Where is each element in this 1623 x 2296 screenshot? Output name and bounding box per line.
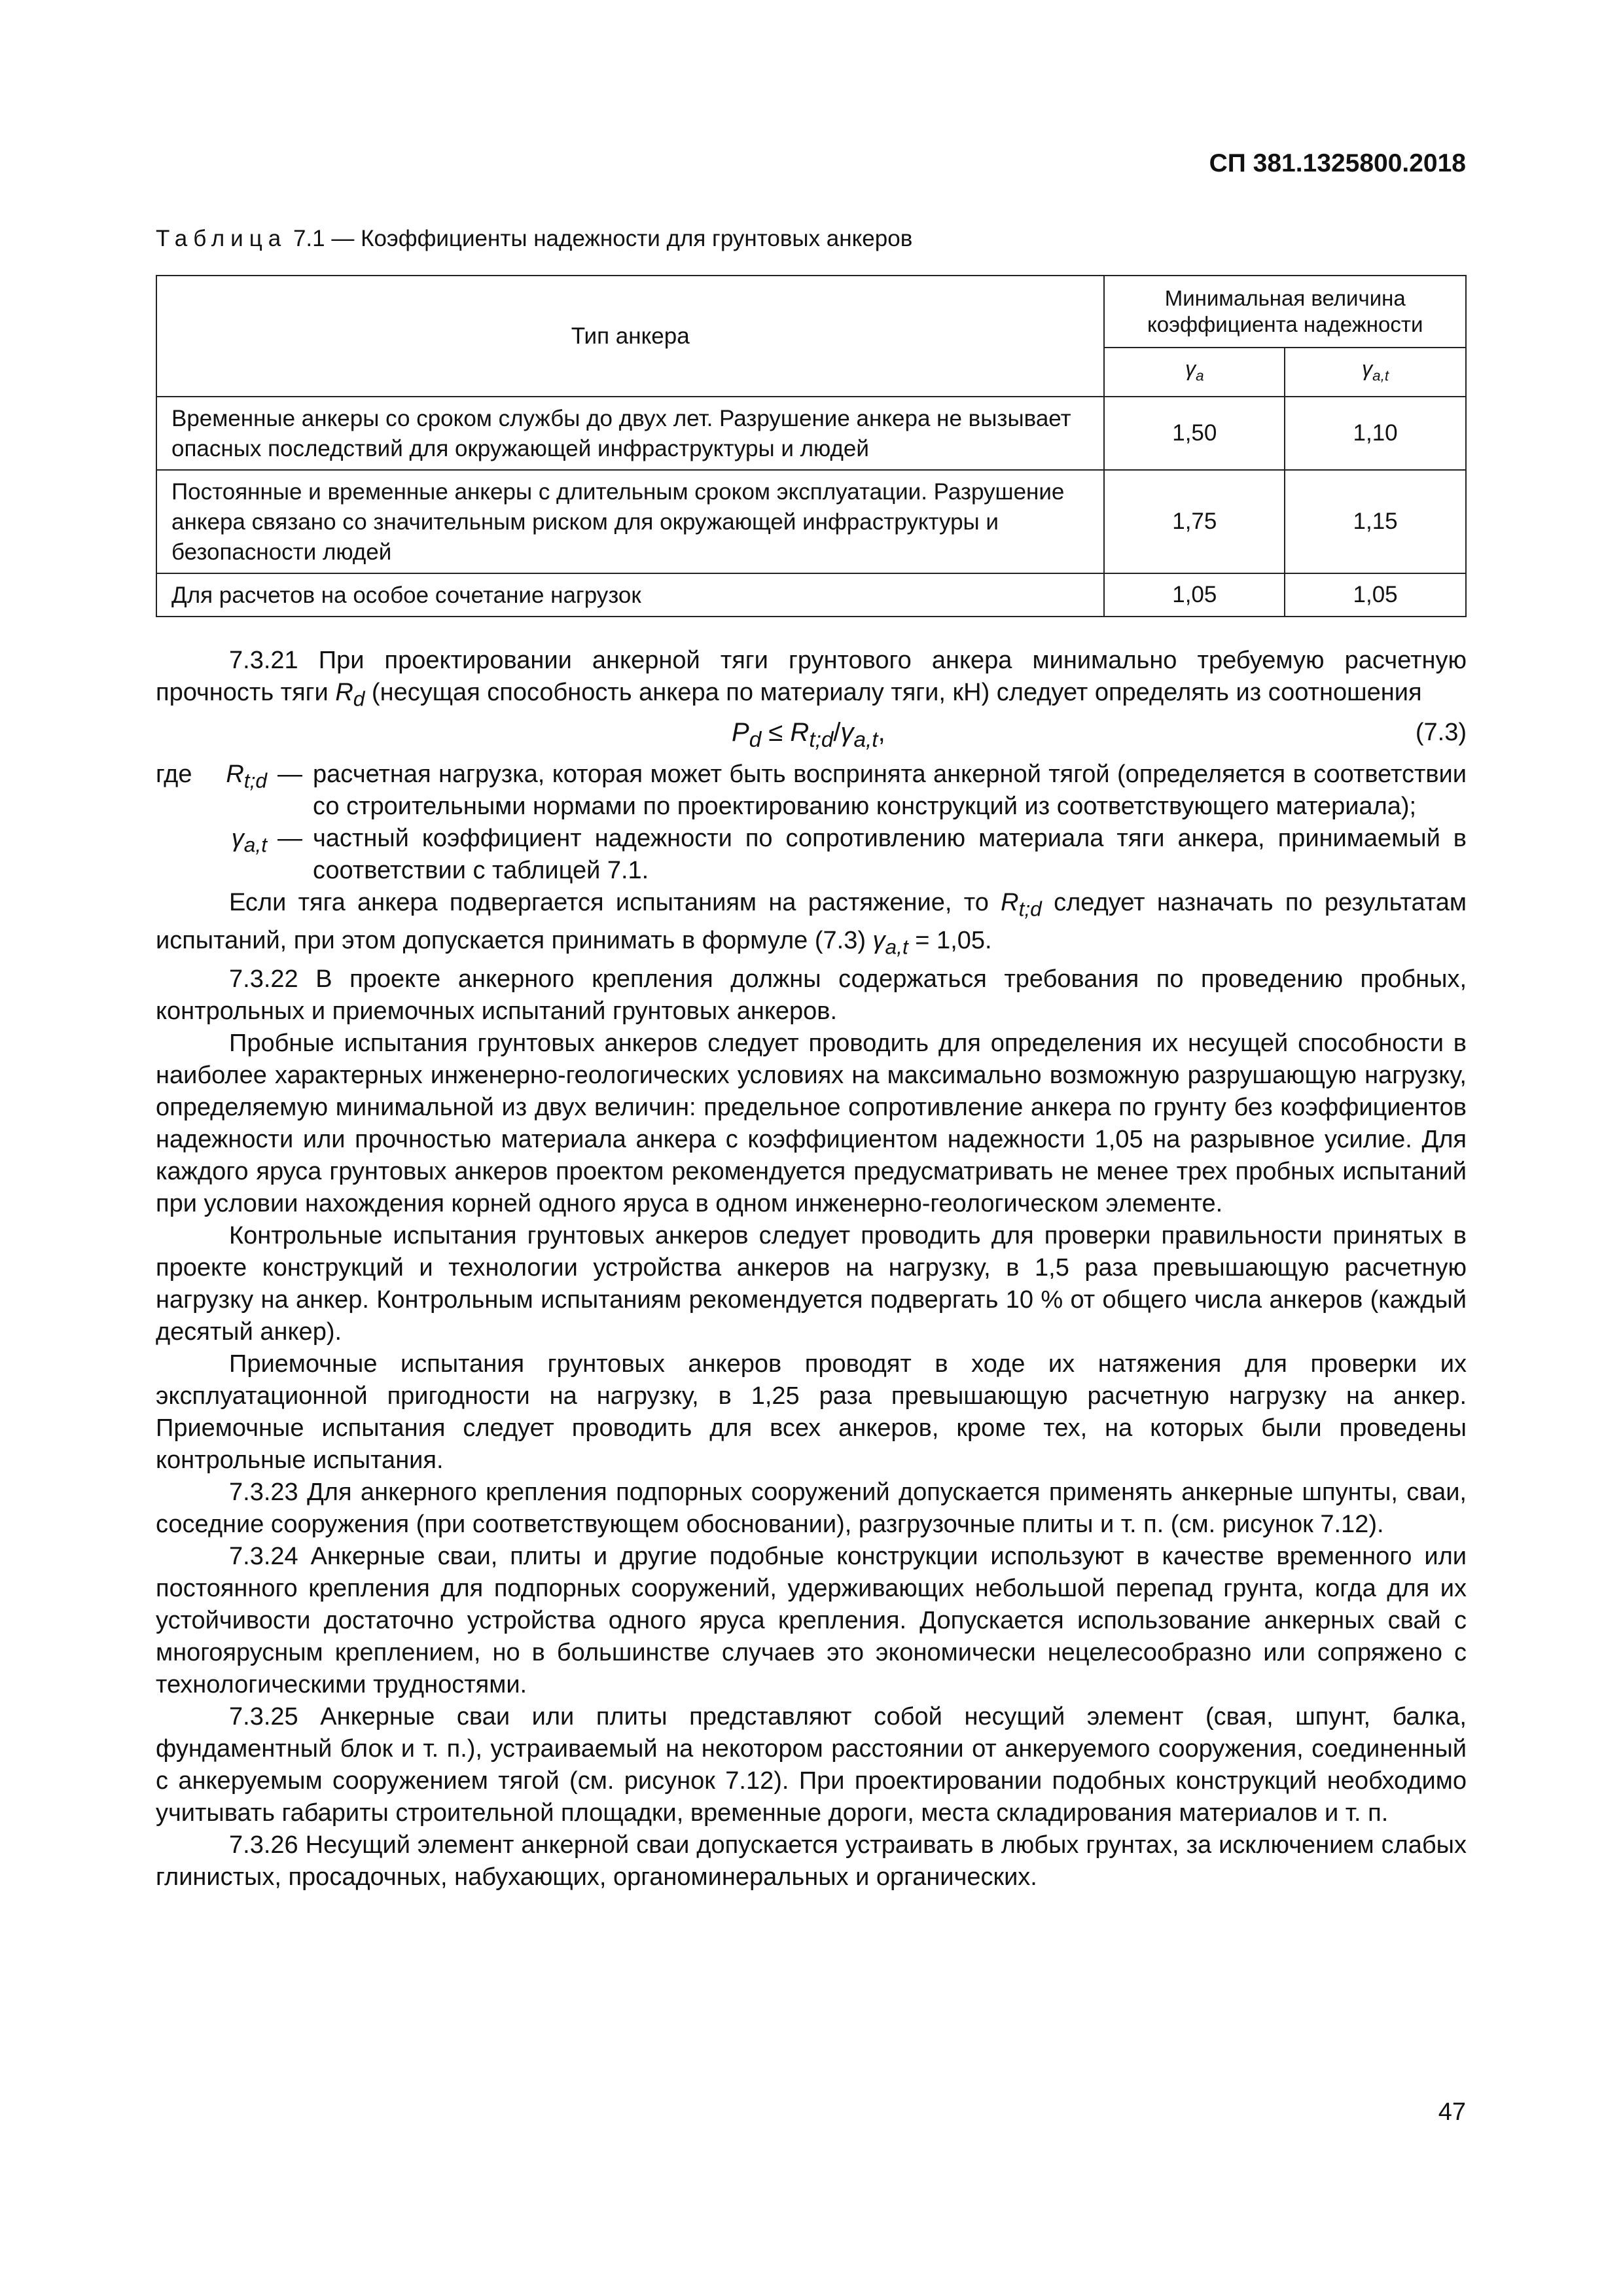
row-gamma-at: 1,05: [1285, 573, 1466, 617]
paragraph-7-3-26: 7.3.26 Несущий элемент анкерной сваи допускается устраивать в любых грунтах, за исключением слабых глинистых, просадочных, набухающих, органоминеральных и органических.: [156, 1831, 1467, 1891]
symbol-r: R: [335, 679, 353, 706]
symbol-gamma: γ: [872, 927, 885, 955]
table-caption: [156, 226, 912, 252]
gamma-a-sub: a: [1196, 367, 1204, 384]
text-run: Если тяга анкера подвергается испытаниям на растяжение, то: [229, 888, 1001, 916]
gamma-a-base: γ: [1185, 357, 1196, 380]
paragraph-7-3-24: 7.3.24 Анкерные сваи, плиты и другие подобные конструкции используют в качестве временного или постоянного крепления для подпорных сооружений, удерживающих небольшой перепад грунта, когда для их устойчивости достаточно устройства одного яруса крепления. Допускается использование анкерных свай с многоярусным креплением, но в большинстве случаев это экономически нецелесообразно или сопряжено с технологическими трудностями.: [156, 1542, 1467, 1698]
col-header-gamma-a: [1104, 348, 1285, 397]
body-text: [156, 645, 1467, 1893]
paragraph-control-tests: Контрольные испытания грунтовых анкеров следует проводить для проверки правильности принятых в проекте конструкций и технологии устройства анкеров на нагрузку, в 1,5 раза превышающую расчетную нагрузку на анкер. Контрольным испытаниям рекомендуется подвергать 10 % от общего числа анкеров (каждый десятый анкер).: [156, 1221, 1467, 1346]
text-run: (несущая способность анкера по материалу тяги, кН) следует определять из соотношения: [365, 679, 1422, 706]
formula-lhs-sub: d: [749, 727, 762, 752]
where-symbol-sub: t;d: [243, 768, 267, 793]
where-item-gamma: [156, 823, 1467, 887]
where-dash: —: [277, 824, 302, 852]
paragraph-7-3-23: 7.3.23 Для анкерного крепления подпорных сооружений допускается применять анкерные шпунты, сваи, соседние сооружения (при соответствующем обосновании), разгрузочные плиты и т. п. (см. рисунок 7.12).: [156, 1478, 1467, 1538]
paragraph-acceptance-tests: Приемочные испытания грунтовых анкеров проводят в ходе их натяжения для проверки их эксплуатационной пригодности на нагрузку, в 1,25 раза превышающую расчетную нагрузку на анкер. Приемочные испытания следует проводить для всех анкеров, кроме тех, на которых были проведены контрольные испытания.: [156, 1350, 1467, 1474]
formula-gamma: γ: [840, 717, 854, 747]
row-gamma-at: 1,15: [1285, 470, 1466, 573]
row-gamma-a: 1,50: [1104, 397, 1285, 470]
where-lead: [156, 823, 267, 887]
where-lead: [156, 759, 267, 823]
formula-gamma-sub: a,t: [853, 727, 878, 752]
formula-7-3: [156, 717, 1467, 755]
symbol-gamma-sub: a,t: [885, 935, 908, 959]
formula-relation: ≤: [761, 717, 791, 747]
paragraph-7-3-21: [156, 645, 1467, 715]
where-word: где: [156, 760, 192, 788]
table-row: [156, 573, 1466, 617]
where-symbol: [226, 759, 267, 823]
text-run: = 1,05.: [908, 927, 992, 955]
row-gamma-a: 1,05: [1104, 573, 1285, 617]
paragraph-trial-tests: Пробные испытания грунтовых анкеров следует проводить для определения их несущей способности в наиболее характерных инженерно-геологических условиях на максимально возможную разрушающую нагрузку, определяемую минимальной из двух величин: предельное сопротивление анкера по грунту без коэффициентов надежности или прочностью материала анкера с коэффициентом надежности 1,05 на разрывное усилие. Для каждого яруса грунтовых анкеров проектом рекомендуется предусматривать не менее трех пробных испытаний при условии нахождения корней одного яруса в одном инженерно-геологическом элементе.: [156, 1029, 1467, 1217]
where-dash: —: [277, 760, 302, 788]
gamma-at-base: γ: [1362, 357, 1373, 380]
formula-lhs: P: [732, 717, 749, 747]
table-row: [156, 470, 1466, 573]
paragraph-7-3-25: 7.3.25 Анкерные сваи или плиты представляют собой несущий элемент (свая, шпунт, балка, фундаментный блок и т. п.), устраиваемый на некотором расстоянии от анкеруемого сооружения, соединенный с анкеруемым сооружением тягой (см. рисунок 7.12). При проектировании подобных конструкций необходимо учитывать габариты строительной площадки, временные дороги, места складирования материалов и т. п.: [156, 1702, 1467, 1827]
formula-tail: ,: [878, 717, 885, 747]
paragraph-7-3-22: 7.3.22 В проекте анкерного крепления должны содержаться требования по проведению пробных, контрольных и приемочных испытаний грунтовых анкеров.: [156, 965, 1467, 1025]
where-symbol-base: γ: [231, 824, 244, 852]
gamma-at-sub: a,t: [1372, 367, 1389, 384]
formula-expression: [732, 717, 885, 756]
symbol-r-sub: t;d: [1018, 897, 1042, 921]
where-item-rtd: [156, 759, 1467, 823]
where-symbol: [231, 824, 267, 857]
row-anchor-type: Постоянные и временные анкеры с длительным сроком эксплуатации. Разрушение анкера связано со значительным риском для окружающей инфраструктуры и безопасности людей: [156, 470, 1104, 573]
page-number: 47: [1438, 2098, 1466, 2126]
document-code: СП 381.1325800.2018: [1209, 149, 1466, 177]
row-anchor-type: Для расчетов на особое сочетание нагрузок: [156, 573, 1104, 617]
where-symbol-base: R: [226, 760, 244, 788]
anchor-reliability-table: [156, 275, 1467, 617]
row-gamma-a: 1,75: [1104, 470, 1285, 573]
symbol-r: R: [1001, 888, 1019, 916]
table-caption-prefix: Таблица: [156, 226, 287, 251]
table-row: [156, 397, 1466, 470]
text-run: следует назначать по результатам испытаний, при этом допускается принимать в формуле (7.3): [156, 888, 1467, 955]
symbol-r-sub: d: [353, 687, 365, 711]
col-header-min-coefficient: Минимальная величина коэффициента надежности: [1104, 276, 1466, 348]
row-anchor-type: Временные анкеры со сроком службы до двух лет. Разрушение анкера не вызывает опасных последствий для окружающей инфраструктуры и людей: [156, 397, 1104, 470]
table-caption-text: 7.1 — Коэффициенты надежности для грунтовых анкеров: [293, 226, 913, 251]
formula-r: R: [790, 717, 810, 747]
paragraph-tension-test: [156, 887, 1467, 963]
formula-r-sub: t;d: [809, 727, 834, 752]
row-gamma-at: 1,10: [1285, 397, 1466, 470]
where-text: частный коэффициент надежности по сопротивлению материала тяги анкера, принимаемый в соответствии с таблицей 7.1.: [313, 824, 1467, 884]
where-text: расчетная нагрузка, которая может быть воспринята анкерной тягой (определяется в соответствии со строительными нормами по проектированию конструкций из соответствующего материала);: [313, 760, 1467, 820]
formula-number: (7.3): [1415, 718, 1467, 746]
formula-slash: /: [833, 717, 841, 747]
col-header-gamma-at: [1285, 348, 1466, 397]
where-symbol-sub: a,t: [243, 833, 267, 857]
text-run: 7.3.21 При проектировании анкерной тяги грунтового анкера минимально требуемую расчетную прочность тяги: [156, 647, 1467, 706]
col-header-anchor-type: Тип анкера: [156, 276, 1104, 397]
